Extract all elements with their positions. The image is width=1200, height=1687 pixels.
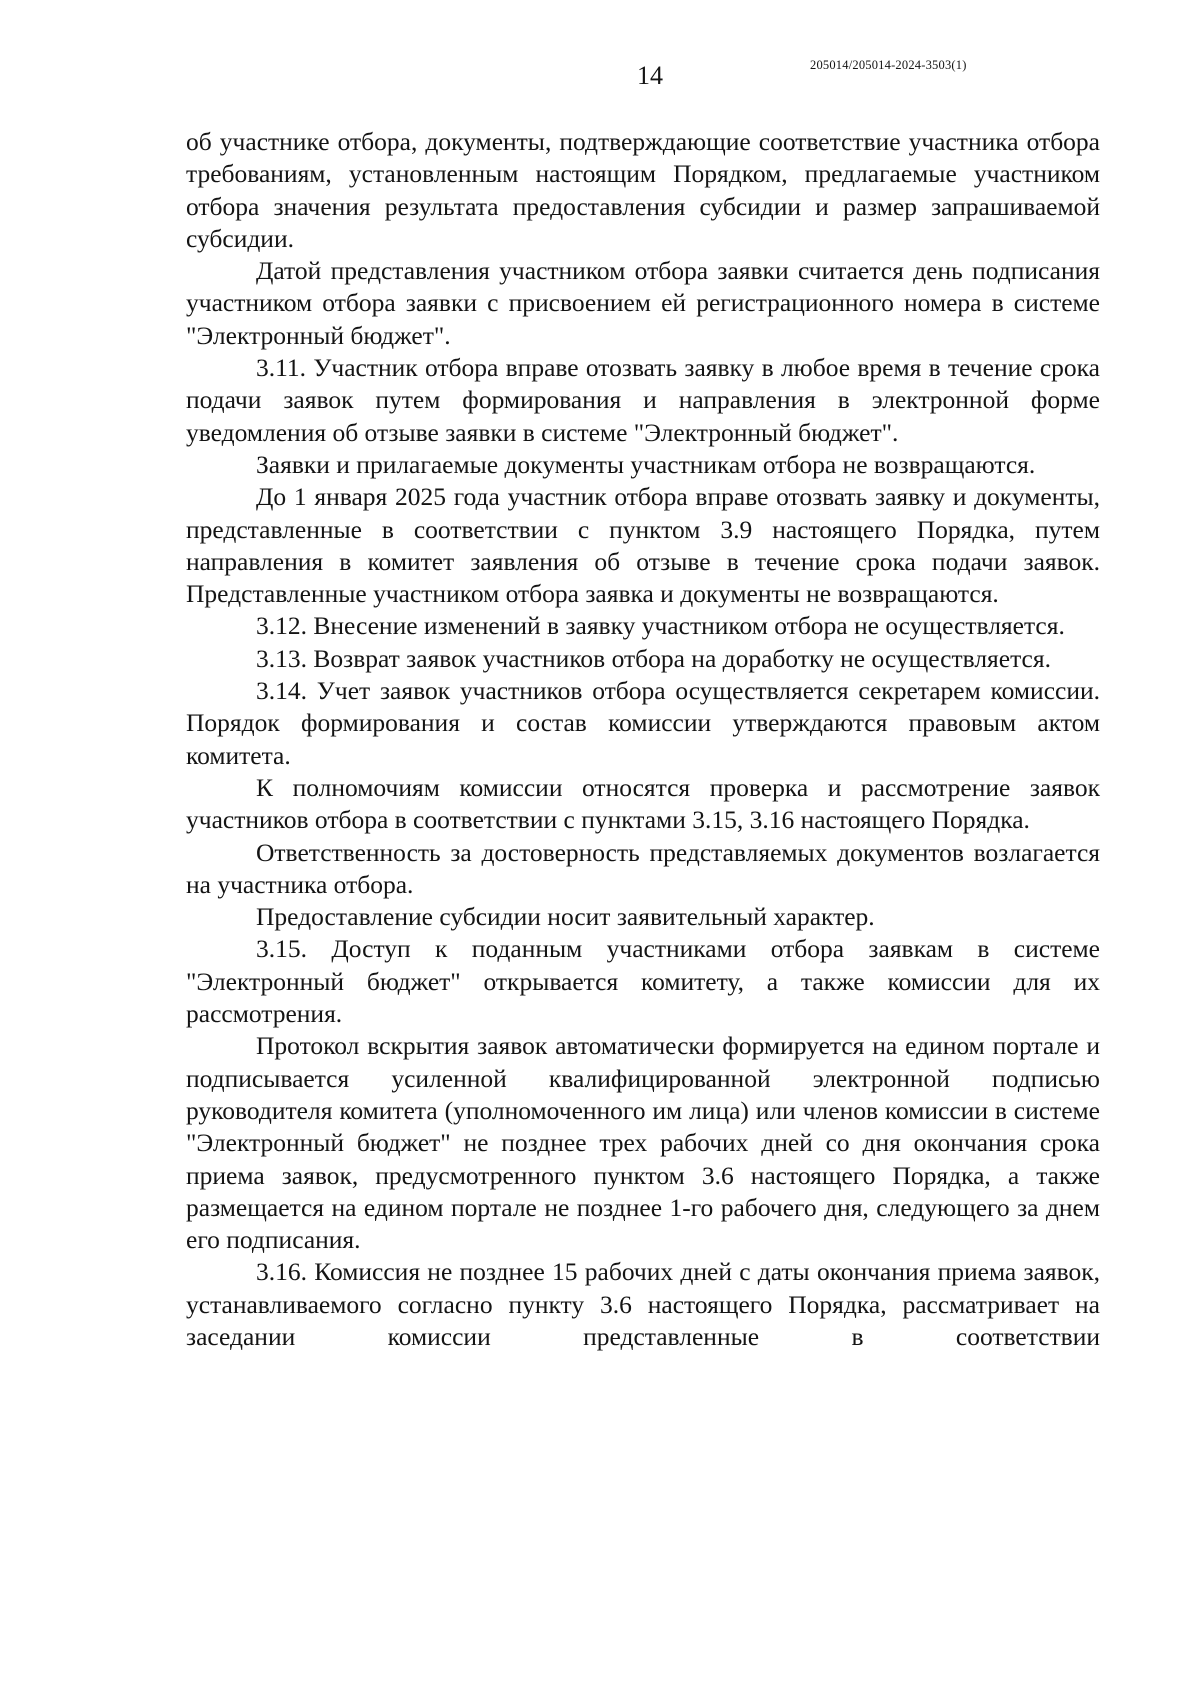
page-number: 14 — [637, 61, 663, 90]
paragraph-opening-protocol: Протокол вскрытия заявок автоматически формируется на едином портале и подписывается усиленной квалифицированной электронной подписью руководителя комитета (уполномоченного им лица) или членов комиссии в системе "Электронный бюджет" не позднее трех рабочих дней со дня окончания срока приема заявок, предусмотренного пунктом 3.6 настоящего Порядка, а также размещается на едином портале не позднее 1-го рабочего дня, следующего за днем его подписания. — [186, 1031, 1100, 1255]
paragraph-3-13: 3.13. Возврат заявок участников отбора на доработку не осуществляется. — [256, 643, 1051, 673]
document-registration-code: 205014/205014-2024-3503(1) — [810, 58, 967, 72]
paragraph-3-11: 3.11. Участник отбора вправе отозвать заявку в любое время в течение срока подачи заявок путем формирования и направления в электронной форме уведомления об отзыве заявки в системе "Электронный бюджет". — [186, 353, 1100, 447]
paragraph-submission-date: Датой представления участником отбора заявки считается день подписания участником отбора заявки с присвоением ей регистрационного номера в системе "Электронный бюджет". — [186, 256, 1100, 350]
paragraph-continuation: об участнике отбора, документы, подтверждающие соответствие участника отбора требованиям, установленным настоящим Порядком, предлагаемые участником отбора значения результата предоставления субсидии и размер запрашиваемой субсидии. — [186, 127, 1100, 253]
paragraph-3-14: 3.14. Учет заявок участников отбора осуществляется секретарем комиссии. Порядок формирования и состав комиссии утверждаются правовым актом комитета. — [186, 676, 1100, 770]
paragraph-commission-powers: К полномочиям комиссии относятся проверка и рассмотрение заявок участников отбора в соответствии с пунктами 3.15, 3.16 настоящего Порядка. — [186, 772, 1100, 835]
paragraph-3-16: 3.16. Комиссия не позднее 15 рабочих дней с даты окончания приема заявок, устанавливаемого согласно пункту 3.6 настоящего Порядка, рассматривает на заседании комиссии представленные в соответствии — [186, 1257, 1100, 1351]
paragraph-3-12: 3.12. Внесение изменений в заявку участником отбора не осуществляется. — [256, 611, 1065, 641]
paragraph-until-2025: До 1 января 2025 года участник отбора вправе отозвать заявку и документы, представленные в соответствии с пунктом 3.9 настоящего Порядка, путем направления в комитет заявления об отзыве в течение срока подачи заявок. Представленные участником отбора заявка и документы не возвращаются. — [186, 482, 1100, 609]
paragraph-responsibility: Ответственность за достоверность представляемых документов возлагается на участника отбора. — [186, 837, 1100, 899]
document-body — [186, 126, 1100, 1353]
paragraph-not-returned: Заявки и прилагаемые документы участникам отбора не возвращаются. — [256, 449, 1036, 479]
paragraph-declarative-nature: Предоставление субсидии носит заявительный характер. — [256, 902, 875, 932]
paragraph-3-15: 3.15. Доступ к поданным участниками отбора заявкам в системе "Электронный бюджет" открывается комитету, а также комиссии для их рассмотрения. — [186, 934, 1100, 1029]
